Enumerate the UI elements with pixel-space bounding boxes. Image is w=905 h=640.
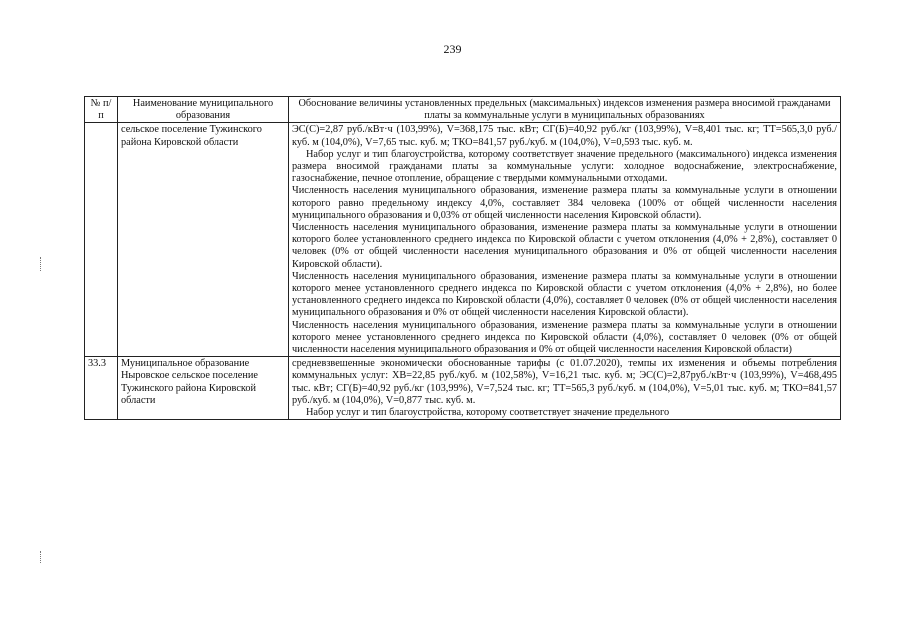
header-number: № п/п: [85, 97, 118, 123]
justification-cell: [289, 123, 841, 357]
population-paragraph: Численность населения муниципального образования, изменение размера платы за коммунальные услуги в отношении которого менее установленного среднего индекса по Кировской области с учетом отклонения (4,0% + 2,8%), но более установленного среднего индекса по Кировской области (4,0%), составляет 0 человек (0% от общей численности населения муниципального образования и 0% от общей численности населения Кировской области).: [292, 270, 837, 319]
page-number: 239: [443, 42, 462, 56]
table-header-row: [85, 97, 841, 123]
services-paragraph: Набор услуг и тип благоустройства, которому соответствует значение предельного (максимального) индекса изменения размера вносимой гражданами платы за коммунальные услуги: холодное водоснабжение, электроснабжение, газоснабжение, печное отопление, обращение с твердыми коммунальными отходами.: [292, 148, 837, 185]
tariff-paragraph: средневзвешенные экономически обоснованные тарифы (с 01.07.2020), темпы их изменения и объемы потребления коммунальных услуг: ХВ=22,85 руб./куб. м (102,58%), V=16,21 тыс. куб. м; ЭС(С)=2,87руб./кВт·ч (103,99%), V=468,495 тыс. кВт; СГ(Б)=40,92 руб./кг (103,99%), V=7,524 тыс. кг; ТТ=565,3 руб./куб. м (104,0%), V=5,01 тыс. куб. м; ТКО=841,57 руб./куб. м (104,0%), V=0,877 тыс. куб. м.: [292, 358, 837, 406]
services-paragraph: Набор услуг и тип благоустройства, которому соответствует значение предельного: [306, 407, 670, 419]
justification-cell: [289, 357, 841, 420]
header-justification: Обоснование величины установленных предельных (максимальных) индексов изменения размера вносимой гражданами платы за коммунальные услуги в муниципальных образованиях: [289, 97, 841, 123]
margin-mark: [40, 551, 42, 563]
tariff-paragraph: ЭС(С)=2,87 руб./кВт·ч (103,99%), V=368,175 тыс. кВт; СГ(Б)=40,92 руб./кг (103,99%), V=8,401 тыс. кг; ТТ=565,3,0 руб./куб. м (104,0%), V=7,65 тыс. куб. м; ТКО=841,57 руб./куб. м (104,0%), V=0,593 тыс. куб. м.: [292, 124, 837, 148]
row-number: 33.3: [85, 357, 118, 420]
header-municipality: Наименование муниципального образования: [118, 97, 289, 123]
population-paragraph: Численность населения муниципального образования, изменение размера платы за коммунальные услуги в отношении которого менее установленного среднего индекса по Кировской области (4,0%), составляет 0 человек (0% от общей численности населения муниципального образования и 0% от общей численности населения Кировской области): [292, 319, 837, 356]
population-paragraph: Численность населения муниципального образования, изменение размера платы за коммунальные услуги в отношении которого равно предельному индексу 4,0%, составляет 384 человека (100% от общей численности населения муниципального образования и 0,03% от общей численности населения Кировской области).: [292, 185, 837, 221]
municipality-name: сельское поселение Тужинского района Кировской области: [118, 123, 289, 357]
justification-table: [84, 96, 841, 420]
table-row: [85, 357, 841, 420]
margin-mark: [40, 257, 42, 271]
municipality-name: Муниципальное образование Ныровское сельское поселение Тужинского района Кировской области: [118, 357, 289, 420]
row-number: [85, 123, 118, 357]
table-row: [85, 123, 841, 357]
population-paragraph: Численность населения муниципального образования, изменение размера платы за коммунальные услуги в отношении которого более установленного среднего индекса по Кировской области с учетом отклонения (4,0% + 2,8%), составляет 0 человек (0% от общей численности населения муниципального образования и 0% от общей численности населения Кировской области).: [292, 222, 837, 270]
